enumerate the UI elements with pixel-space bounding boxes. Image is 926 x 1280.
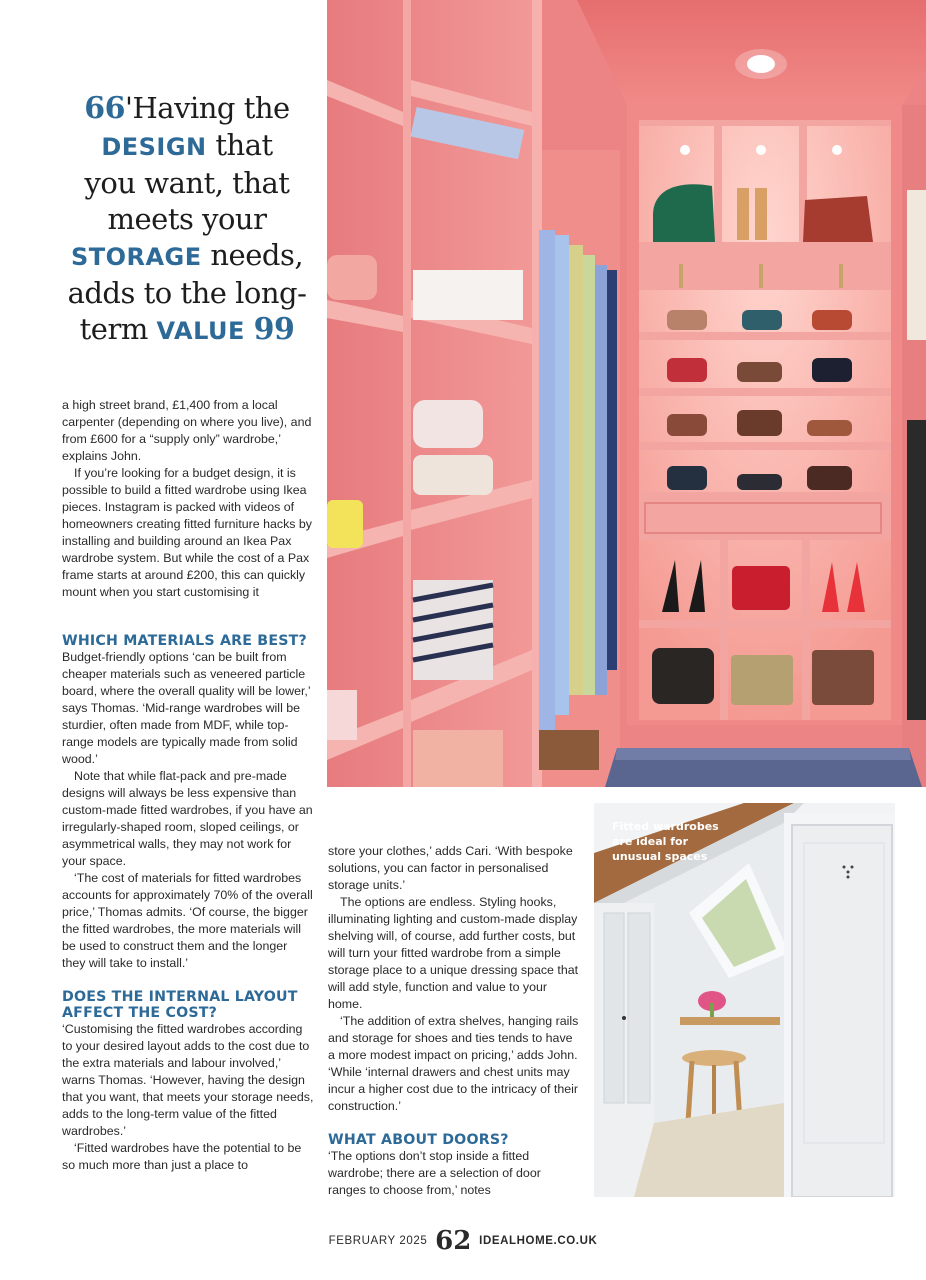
page-footer	[0, 1226, 926, 1256]
body-column-1-top	[62, 397, 314, 601]
photo-caption: Fitted wardrobes are ideal for unusual spaces	[612, 820, 719, 863]
paragraph: ‘Fitted wardrobes have the potential to be so much more than just a place to	[62, 1141, 302, 1172]
paragraph: ‘Customising the fitted wardrobes according to your desired layout adds to the cost due to the extra materials and labour involved,’ warns Thomas. ‘However, having the design that you want, that meets your storage needs, adds to the long-term value of the fitted wardrobes.’	[62, 1022, 314, 1138]
paragraph: The options are endless. Styling hooks, illuminating lighting and custom-made display shelving will, of course, add further costs, but will turn your fitted wardrobe from a simple storage place to a unique dressing space that will add style, function and value to your home.	[328, 895, 579, 1011]
pull-quote-highlight-design: DESIGN	[101, 133, 207, 161]
pull-quote-highlight-storage: STORAGE	[70, 243, 202, 271]
pull-quote	[56, 90, 318, 349]
close-quote-mark: 99	[253, 312, 295, 347]
pull-quote-line-4: meets your	[107, 202, 267, 236]
paragraph: a high street brand, £1,400 from a local carpenter (depending on where you live), and from £600 for a “supply only” wardrobe,’ explains John.	[62, 398, 312, 463]
body-column-1-bottom	[62, 633, 314, 1174]
heading-internal-layout: DOES THE INTERNAL LAYOUT AFFECT THE COST?	[62, 989, 298, 1021]
paragraph: ‘The options don’t stop inside a fitted wardrobe; there are a selection of door ranges to choose from,’ notes	[328, 1149, 541, 1197]
pull-quote-line-6: adds to the long-	[67, 276, 307, 310]
open-quote-mark: 66	[84, 91, 126, 126]
paragraph: Budget-friendly options ‘can be built from cheaper materials such as veneered particle board, where the overall quality will be lower,’ says Thomas. ‘Mid-range wardrobes will be sturdier, often made from MDF, while top-range models are typically made from solid wood.’	[62, 650, 311, 766]
paragraph: Note that while flat-pack and pre-made designs will always be less expensive than custom-made fitted wardrobes, if you have an irregularly-shaped room, sloped ceilings, or asymmetrical walls, they may not work for your space.	[62, 769, 313, 868]
pull-quote-line-2: that	[206, 128, 273, 162]
pull-quote-line-1: 'Having the	[125, 91, 290, 125]
pull-quote-line-7: term	[79, 312, 157, 346]
paragraph: ‘The cost of materials for fitted wardrobes accounts for approximately 70% of the overall price,’ Thomas admits. ‘Of course, the bigger the fitted wardrobes, the more materials will be used to construct them and the longer they will take to install.’	[62, 871, 313, 970]
paragraph: store your clothes,’ adds Cari. ‘With bespoke solutions, you can factor in personalised storage units.’	[328, 844, 573, 892]
wardrobe-photo	[327, 0, 926, 787]
paragraph: If you’re looking for a budget design, it is possible to build a fitted wardrobe using Ikea pieces. Instagram is packed with videos of homeowners creating fitted furniture hacks by installing and building around an Ikea Pax wardrobe system. But while the cost of a Pax frame starts at around £200, this can quickly mount when you start customising it	[62, 466, 313, 599]
heading-materials: WHICH MATERIALS ARE BEST?	[62, 633, 307, 649]
page-number: 62	[435, 1226, 472, 1256]
paragraph: ‘The addition of extra shelves, hanging rails and storage for shoes and ties tends to have a more modest impact on pricing,’ adds John. ‘While ‘internal drawers and chest units may incur a higher cost due to the intricacy of their construction.’	[328, 1014, 579, 1113]
loft-wardrobe-photo	[594, 803, 895, 1197]
issue-date: FEBRUARY 2025	[328, 1235, 428, 1247]
website-link[interactable]: IDEALHOME.CO.UK	[479, 1235, 598, 1247]
body-column-2	[328, 843, 580, 1199]
heading-doors: WHAT ABOUT DOORS?	[328, 1132, 509, 1148]
pull-quote-highlight-value: VALUE	[156, 317, 245, 345]
pull-quote-line-5: needs,	[201, 238, 304, 272]
pull-quote-line-3: you want, that	[84, 166, 290, 200]
